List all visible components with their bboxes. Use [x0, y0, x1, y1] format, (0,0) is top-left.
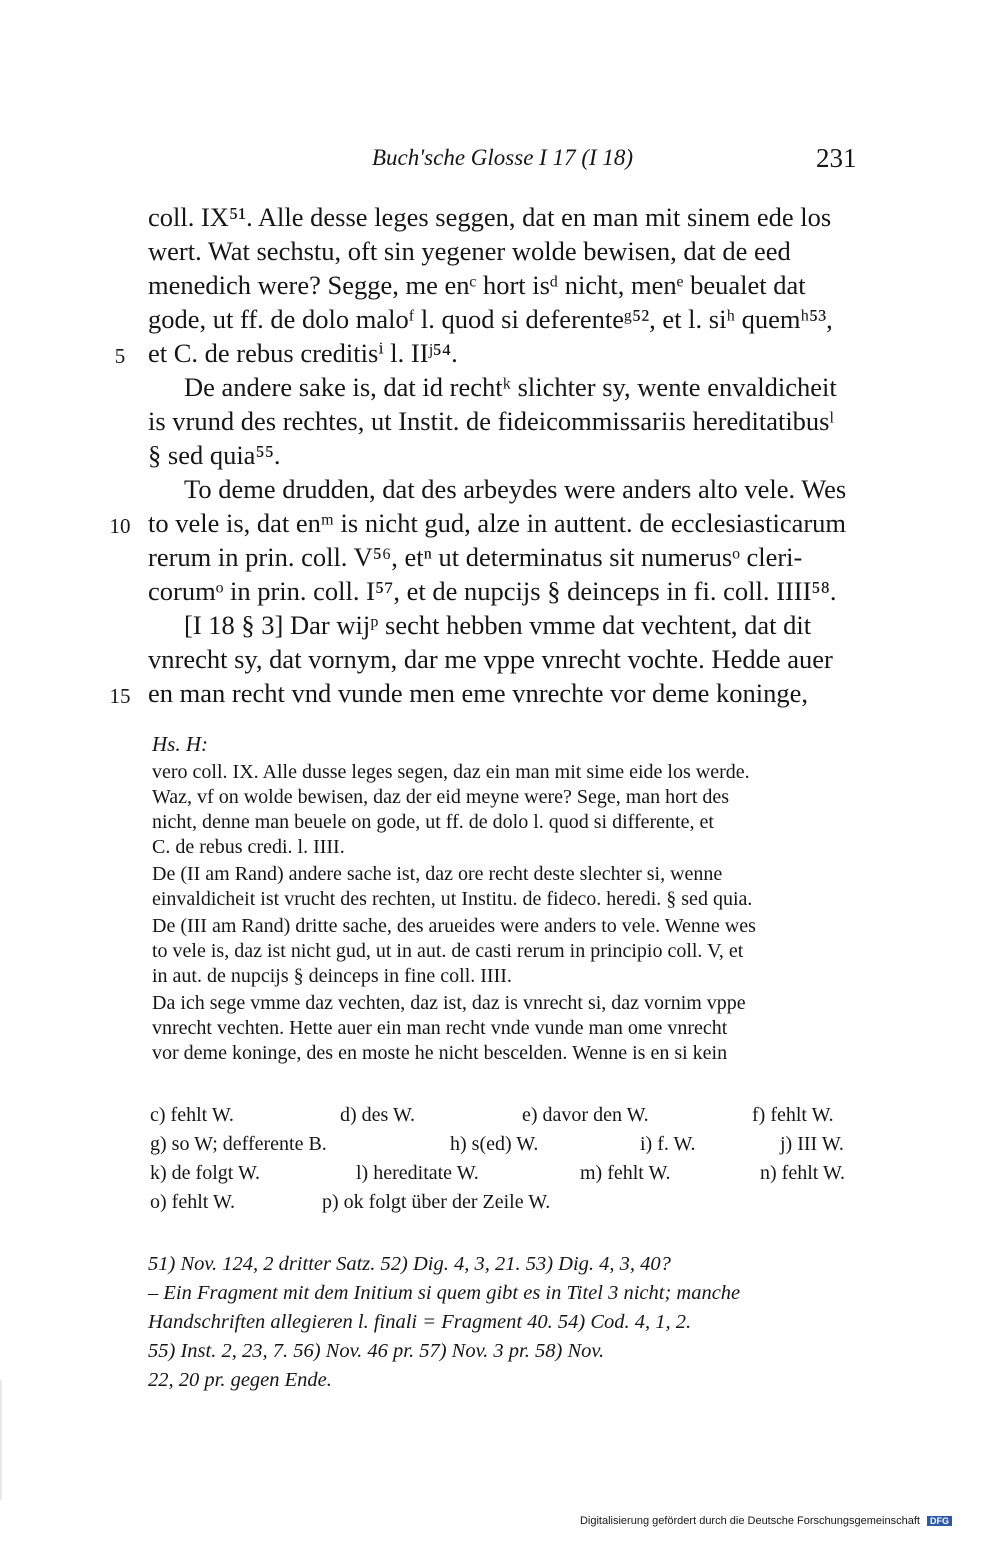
- footnote-line: 55) Inst. 2, 23, 7. 56) Nov. 46 pr. 57) Nov. 3 pr. 58) Nov.: [148, 1340, 605, 1362]
- dfg-logo: DFG: [927, 1516, 952, 1526]
- main-line: menedich were? Segge, me enᶜ hort isᵈ nicht, menᵉ beualet dat: [148, 270, 806, 300]
- apparatus-note: e) davor den W.: [522, 1104, 649, 1126]
- apparatus-note: j) III W.: [780, 1133, 844, 1155]
- apparatus-note: p) ok folgt über der Zeile W.: [322, 1191, 551, 1213]
- main-line: gode, ut ff. de dolo maloᶠ l. quod si deferenteᵍ⁵², et l. siʰ quemʰ⁵³,: [148, 304, 833, 334]
- footnote-line: 22, 20 pr. gegen Ende.: [148, 1369, 332, 1391]
- main-line: wert. Wat sechstu, oft sin yegener wolde bewisen, dat de eed: [148, 236, 791, 266]
- main-line: vnrecht sy, dat vornym, dar me vppe vnrecht vochte. Hedde auer: [148, 644, 833, 674]
- main-line: [I 18 § 3] Dar wijᵖ secht hebben vmme dat vechtent, dat dit: [184, 610, 812, 640]
- apparatus-note: h) s(ed) W.: [450, 1133, 539, 1155]
- credit-text: Digitalisierung gefördert durch die Deutsche Forschungsgemeinschaft: [579, 1515, 920, 1527]
- variant-line: Da ich sege vmme daz vechten, daz ist, daz is vnrecht si, daz vornim vppe: [152, 992, 746, 1014]
- main-line: rerum in prin. coll. V⁵⁶, etⁿ ut determinatus sit numerusᵒ cleri-: [148, 542, 803, 572]
- main-line: en man recht vnd vunde men eme vnrechte vor deme koninge,: [148, 678, 809, 708]
- variant-line: De (II am Rand) andere sache ist, daz ore recht deste slechter si, wenne: [152, 863, 723, 885]
- apparatus-note: n) fehlt W.: [760, 1162, 845, 1184]
- apparatus-note: d) des W.: [340, 1104, 415, 1126]
- line-number: 15: [109, 684, 131, 708]
- variant-line: vor deme koninge, des en moste he nicht bescelden. Wenne is en si kein: [152, 1042, 728, 1064]
- main-line: et C. de rebus creditisⁱ l. IIʲ⁵⁴.: [148, 338, 458, 368]
- main-line: § sed quia⁵⁵.: [148, 440, 281, 470]
- apparatus-note: f) fehlt W.: [752, 1104, 834, 1126]
- footnote-line: 51) Nov. 124, 2 dritter Satz. 52) Dig. 4, 3, 21. 53) Dig. 4, 3, 40?: [148, 1253, 671, 1275]
- scan-edge: [0, 1380, 2, 1500]
- apparatus-note: c) fehlt W.: [150, 1104, 234, 1126]
- main-line: To deme drudden, dat des arbeydes were anders alto vele. Wes: [184, 474, 847, 504]
- variant-line: nicht, denne man beuele on gode, ut ff. de dolo l. quod si differente, et: [152, 811, 714, 833]
- variant-line: vero coll. IX. Alle dusse leges segen, daz ein man mit sime eide los werde.: [152, 761, 750, 783]
- line-number: 10: [109, 514, 131, 538]
- variant-line: De (III am Rand) dritte sache, des arueides were anders to vele. Wenne wes: [152, 915, 756, 937]
- main-line: to vele is, dat enᵐ is nicht gud, alze in auttent. de ecclesiasticarum: [148, 508, 847, 538]
- variant-line: in aut. de nupcijs § deinceps in fine coll. IIII.: [152, 965, 512, 987]
- variant-line: Waz, vf on wolde bewisen, daz der eid meyne were? Sege, man hort des: [152, 786, 730, 808]
- variant-label: Hs. H:: [152, 732, 208, 756]
- variant-line: to vele is, daz ist nicht gud, ut in aut. de casti rerum in principio coll. V, et: [152, 940, 744, 962]
- variant-line: C. de rebus credi. l. IIII.: [152, 836, 345, 858]
- apparatus-note: i) f. W.: [640, 1133, 696, 1155]
- main-line: coll. IX⁵¹. Alle desse leges seggen, dat en man mit sinem ede los: [148, 202, 832, 232]
- running-head: Buch'sche Glosse I 17 (I 18): [372, 145, 634, 170]
- variant-line: vnrecht vechten. Hette auer ein man recht vnde vunde man ome vnrecht: [152, 1017, 728, 1039]
- apparatus-note: l) hereditate W.: [356, 1162, 479, 1184]
- page-number: 231: [816, 143, 857, 173]
- apparatus-note: g) so W; defferente B.: [150, 1133, 327, 1155]
- footnote-line: Handschriften allegieren l. finali = Fragment 40. 54) Cod. 4, 1, 2.: [148, 1311, 692, 1333]
- digitization-credit: [580, 1515, 952, 1527]
- apparatus-note: m) fehlt W.: [580, 1162, 671, 1184]
- main-line: is vrund des rechtes, ut Instit. de fideicommissariis hereditatibusˡ: [148, 406, 834, 436]
- apparatus-note: o) fehlt W.: [150, 1191, 235, 1213]
- variant-line: einvaldicheit ist vrucht des rechten, ut Institu. de fideco. heredi. § sed quia.: [152, 888, 753, 910]
- main-line: corumᵒ in prin. coll. I⁵⁷, et de nupcijs § deinceps in fi. coll. IIII⁵⁸.: [148, 576, 837, 606]
- footnote-line: – Ein Fragment mit dem Initium si quem gibt es in Titel 3 nicht; manche: [148, 1282, 741, 1304]
- line-number: 5: [114, 344, 126, 368]
- main-line: De andere sake is, dat id rechtᵏ slichter sy, wente envaldicheit: [184, 372, 837, 402]
- apparatus-note: k) de folgt W.: [150, 1162, 260, 1184]
